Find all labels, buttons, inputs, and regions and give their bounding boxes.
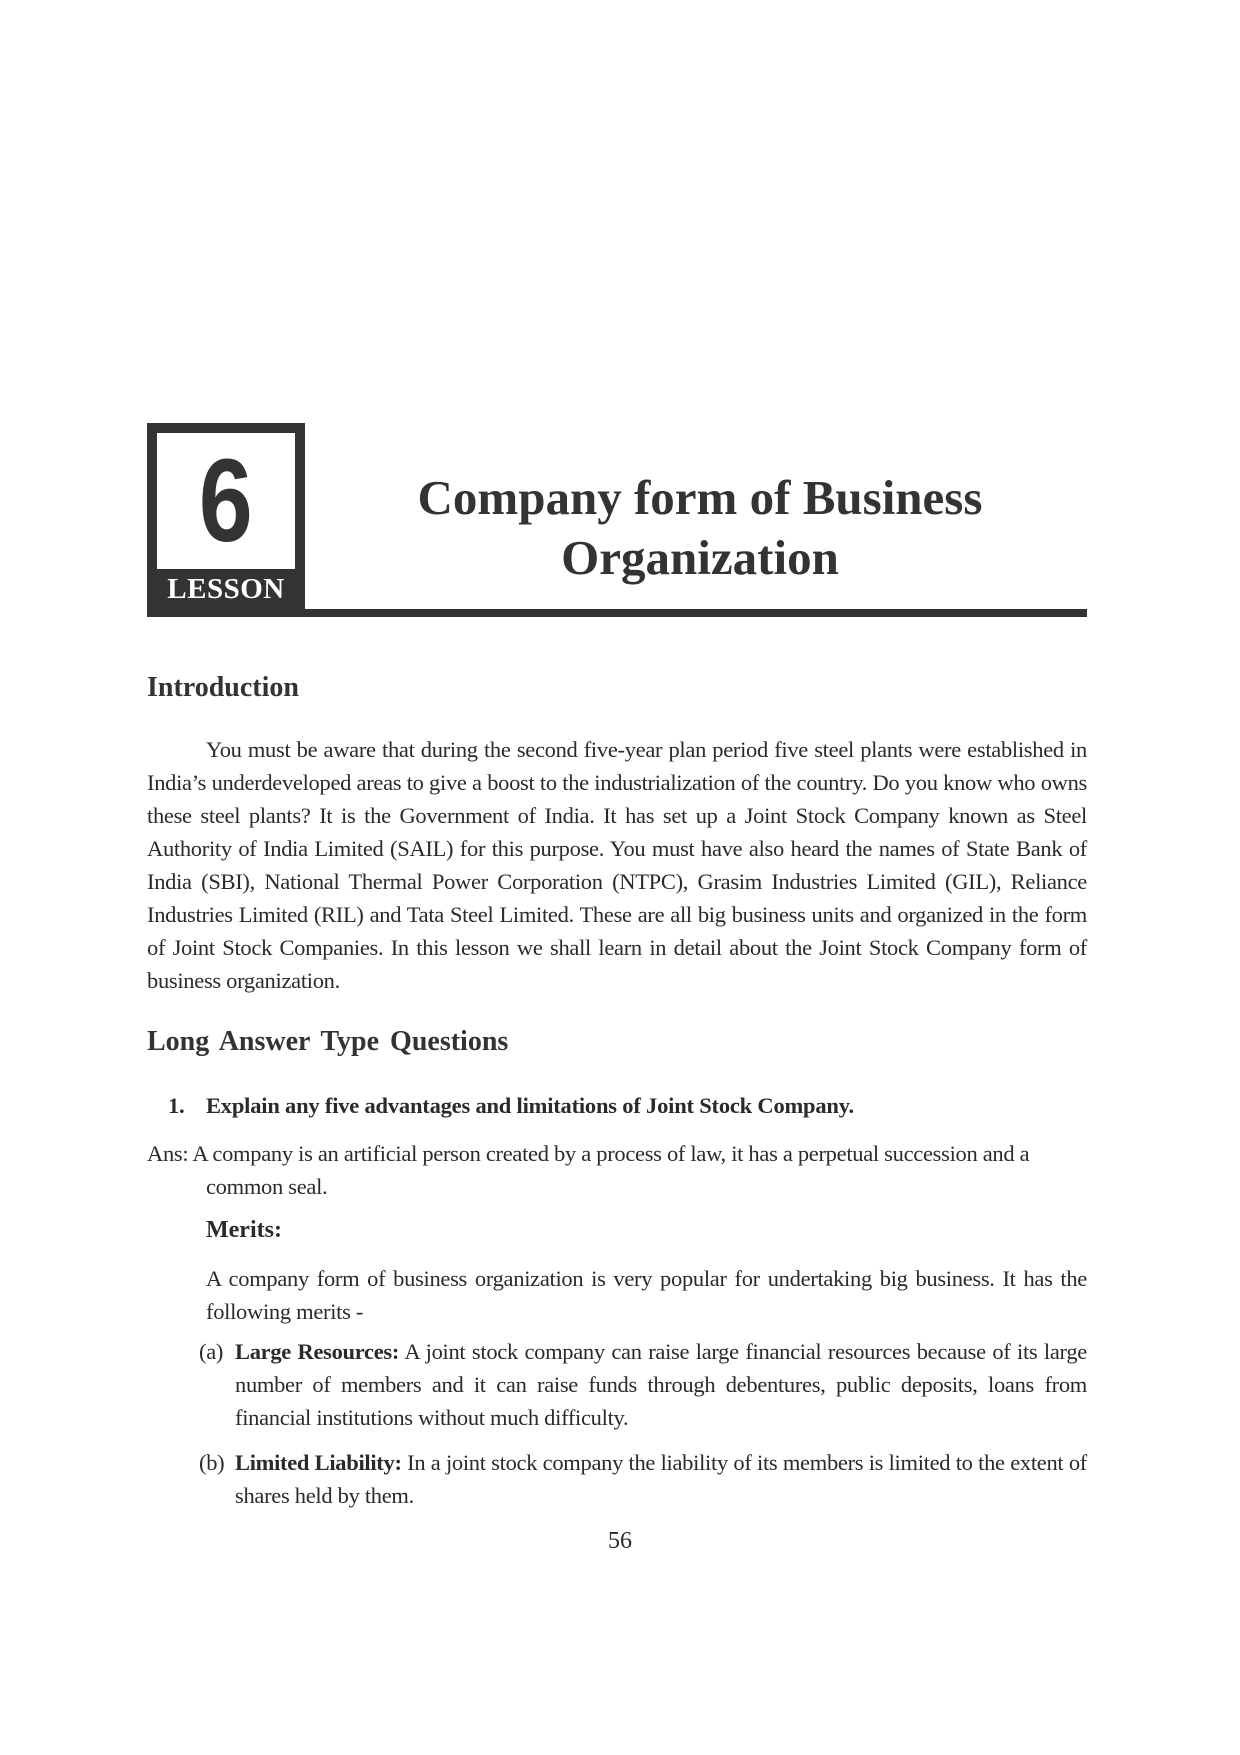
long-answer-heading: Long Answer Type Questions bbox=[147, 1026, 509, 1057]
list-item-marker: (b) bbox=[199, 1450, 225, 1475]
lesson-badge bbox=[147, 423, 305, 616]
chapter-title-line-1: Company form of Business bbox=[417, 470, 983, 525]
lesson-number: 6 bbox=[199, 435, 253, 567]
merits-intro: A company form of business organization is very popular for undertaking big business. It has the following merits - bbox=[206, 1266, 1087, 1324]
list-item-text: In a joint stock company the liability of its members is limited to the extent of shares held by them. bbox=[235, 1450, 1087, 1508]
answer-text: Ans: A company is an artificial person created by a process of law, it has a perpetual succession and a common seal. bbox=[147, 1141, 1030, 1199]
question-number: 1. bbox=[168, 1093, 185, 1118]
page-number: 56 bbox=[608, 1528, 632, 1554]
title-rule bbox=[147, 609, 1087, 617]
list-item bbox=[199, 1335, 1087, 1434]
list-item-term: Large Resources: bbox=[235, 1339, 400, 1364]
list-item-text: A joint stock company can raise large financial resources because of its large number of members and it can raise funds through debentures, public deposits, loans from financial institutions without much difficulty. bbox=[235, 1339, 1087, 1430]
introduction-paragraph: You must be aware that during the second five-year plan period five steel plants were established in India’s underdeveloped areas to give a boost to the industrialization of the country. Do you know who owns these steel plants? It is the Government of India. It has set up a Joint Stock Company known as Steel Authority of India Limited (SAIL) for this purpose. You must have also heard the names of State Bank of India (SBI), National Thermal Power Corporation (NTPC), Grasim Industries Limited (GIL), Reliance Industries Limited (RIL) and Tata Steel Limited. These are all big business units and organized in the form of Joint Stock Companies. In this lesson we shall learn in detail about the Joint Stock Company form of business organization. bbox=[147, 737, 1087, 993]
question-1 bbox=[168, 1093, 1088, 1119]
question-text: Explain any five advantages and limitations of Joint Stock Company. bbox=[206, 1093, 854, 1118]
list-item-term: Limited Liability: bbox=[235, 1450, 402, 1475]
lesson-label: LESSON bbox=[167, 573, 285, 605]
merits-heading: Merits: bbox=[206, 1217, 282, 1243]
lesson-number-box bbox=[157, 433, 295, 569]
chapter-title-line-2: Organization bbox=[561, 530, 839, 585]
list-item bbox=[199, 1446, 1087, 1512]
introduction-heading: Introduction bbox=[147, 672, 299, 703]
chapter-title bbox=[340, 468, 1060, 588]
list-item-marker: (a) bbox=[199, 1339, 224, 1364]
